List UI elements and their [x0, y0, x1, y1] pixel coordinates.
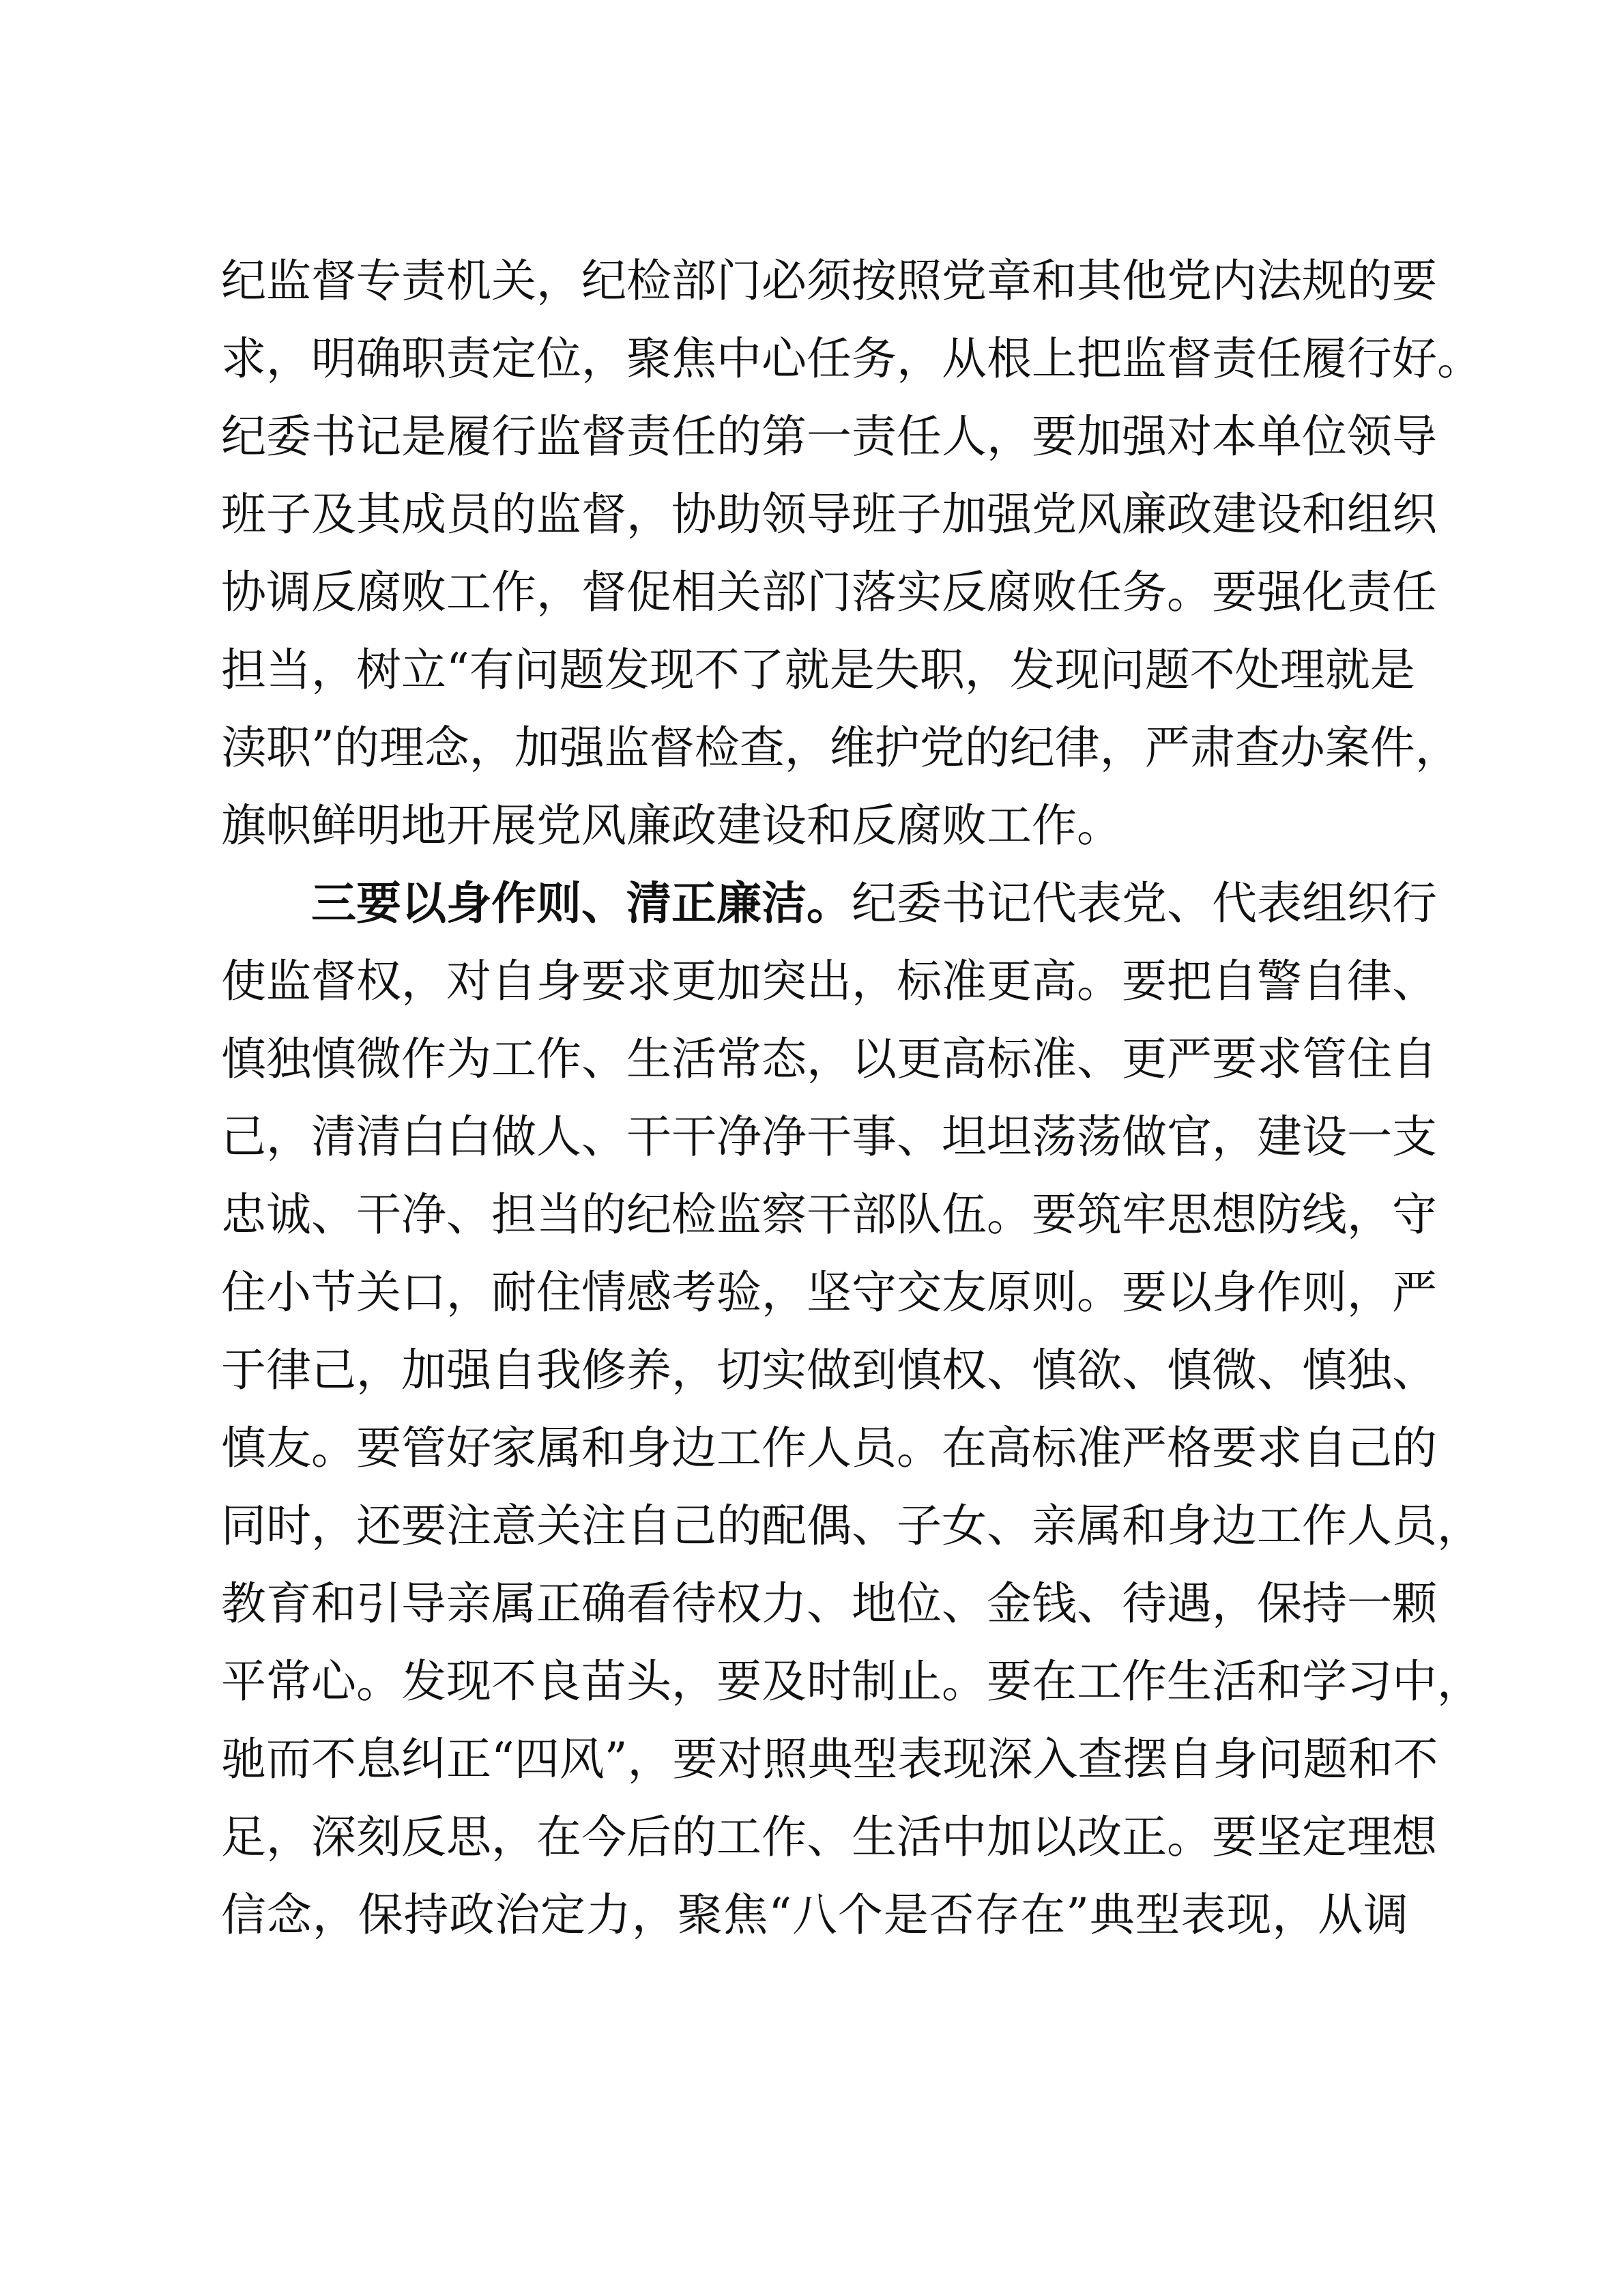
text-line: 住小节关口，耐住情感考验，坚守交友原则。要以身作则，严: [221, 1266, 1437, 1319]
paragraph-lead-by-example: [221, 865, 1482, 1954]
section-heading: 三要以身作则、清正廉洁。: [311, 877, 852, 930]
text-line: 班子及其成员的监督，协助领导班子加强党风廉政建设和组织: [221, 488, 1437, 541]
paragraph-supervision-duty: [221, 242, 1482, 865]
text-line: 渎职”的理念，加强监督检查，维护党的纪律，严肃查办案件，: [221, 721, 1460, 774]
text-line: 同时，还要注意关注自己的配偶、子女、亲属和身边工作人员，: [221, 1499, 1482, 1552]
text-line: 求，明确职责定位，聚焦中心任务，从根上把监督责任履行好。: [221, 332, 1482, 385]
text-line: 信念，保持政治定力，聚焦“八个是否存在”典型表现，从调: [221, 1889, 1408, 1941]
text-line: 纪监督专责机关，纪检部门必须按照党章和其他党内法规的要: [221, 255, 1437, 307]
text-line: 协调反腐败工作，督促相关部门落实反腐败任务。要强化责任: [221, 566, 1437, 618]
text-line: 足，深刻反思，在今后的工作、生活中加以改正。要坚定理想: [221, 1811, 1437, 1863]
text-line: 于律己，加强自我修养，切实做到慎权、慎欲、慎微、慎独、: [221, 1344, 1437, 1396]
text-line: 担当，树立“有问题发现不了就是失职，发现问题不处理就是: [221, 644, 1415, 696]
text-line: 己，清清白白做人、干干净净干事、坦坦荡荡做官，建设一支: [221, 1110, 1437, 1163]
text-line: 慎友。要管好家属和身边工作人员。在高标准严格要求自己的: [221, 1422, 1437, 1474]
text-line-rest: 纪委书记代表党、代表组织行: [852, 877, 1437, 930]
text-line: 教育和引导亲属正确看待权力、地位、金钱、待遇，保持一颗: [221, 1577, 1437, 1630]
text-line: 旗帜鲜明地开展党风廉政建设和反腐败工作。: [221, 799, 1122, 852]
text-line: 平常心。发现不良苗头，要及时制止。要在工作生活和学习中，: [221, 1655, 1482, 1708]
document-body: [221, 242, 1482, 1954]
text-line: 忠诚、干净、担当的纪检监察干部队伍。要筑牢思想防线，守: [221, 1188, 1437, 1241]
text-line: 慎独慎微作为工作、生活常态，以更高标准、更严要求管住自: [221, 1033, 1437, 1085]
text-line: 纪委书记是履行监督责任的第一责任人，要加强对本单位领导: [221, 410, 1437, 463]
text-line: 使监督权，对自身要求更加突出，标准更高。要把自警自律、: [221, 955, 1437, 1007]
paragraph-first-line: [221, 865, 1437, 943]
text-line: 驰而不息纠正“四风”，要对照典型表现深入查摆自身问题和不: [221, 1733, 1438, 1785]
